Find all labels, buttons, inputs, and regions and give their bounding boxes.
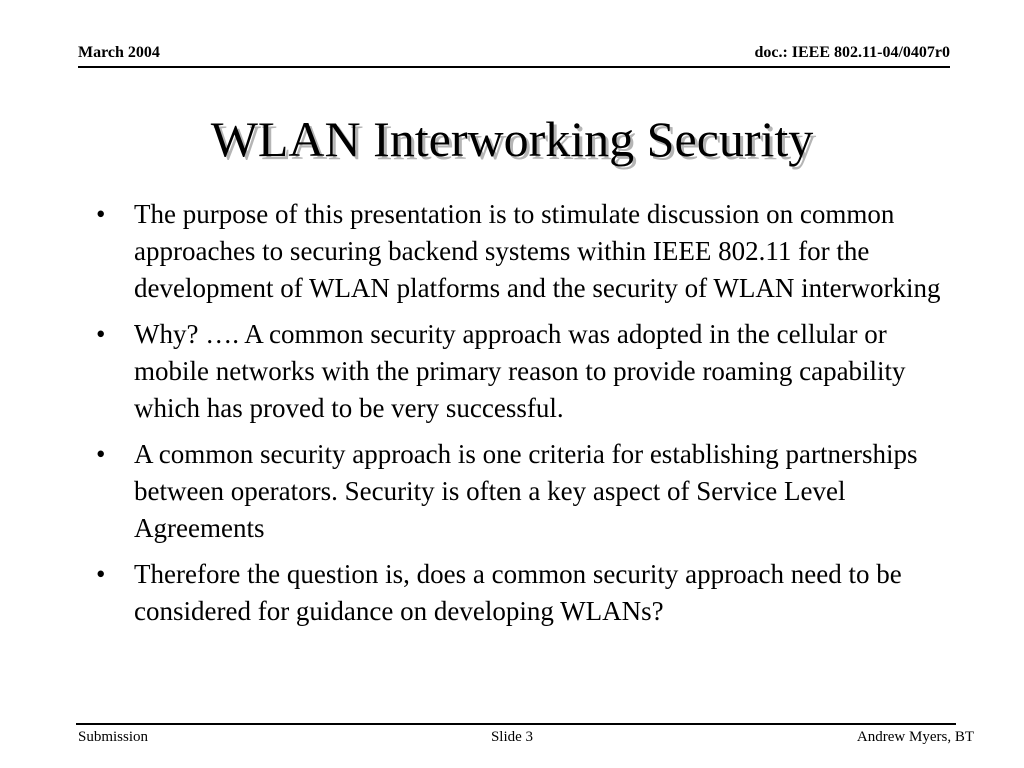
bullet-text: Why? …. A common security approach was adopted in the cellular or mobile networks with the primary reason to provide roaming capability which has proved to be very successful. bbox=[134, 319, 906, 423]
bullet-text: Therefore the question is, does a common security approach need to be considered for guidance on developing WLANs? bbox=[134, 559, 902, 626]
header-divider bbox=[78, 66, 950, 68]
bullet-item bbox=[96, 196, 956, 307]
bullet-item bbox=[96, 316, 956, 427]
slide-title: WLAN Interworking Security bbox=[210, 111, 814, 167]
footer-author: Andrew Myers, BT bbox=[856, 729, 974, 745]
bullet-text: The purpose of this presentation is to stimulate discussion on common approaches to securing backend systems within IEEE 802.11 for the development of WLAN platforms and the security of WLAN interworking bbox=[134, 199, 941, 303]
bullet-item bbox=[96, 436, 956, 547]
bullet-marker: • bbox=[96, 559, 106, 589]
slide-footer bbox=[0, 729, 1024, 749]
footer-slide-number: Slide 3 bbox=[490, 729, 534, 745]
header-date: March 2004 bbox=[78, 44, 160, 61]
bullet-text: A common security approach is one criteria for establishing partnerships between operators. Security is often a key aspect of Service Level Agreements bbox=[134, 439, 918, 543]
header-doc-id: doc.: IEEE 802.11-04/0407r0 bbox=[754, 44, 950, 61]
footer-divider bbox=[76, 723, 956, 725]
bullet-item bbox=[96, 556, 956, 630]
slide-header bbox=[78, 44, 950, 66]
bullet-marker: • bbox=[96, 439, 106, 469]
bullet-list bbox=[96, 196, 956, 639]
bullet-marker: • bbox=[96, 199, 106, 229]
bullet-marker: • bbox=[96, 319, 106, 349]
footer-submission: Submission bbox=[78, 729, 149, 745]
